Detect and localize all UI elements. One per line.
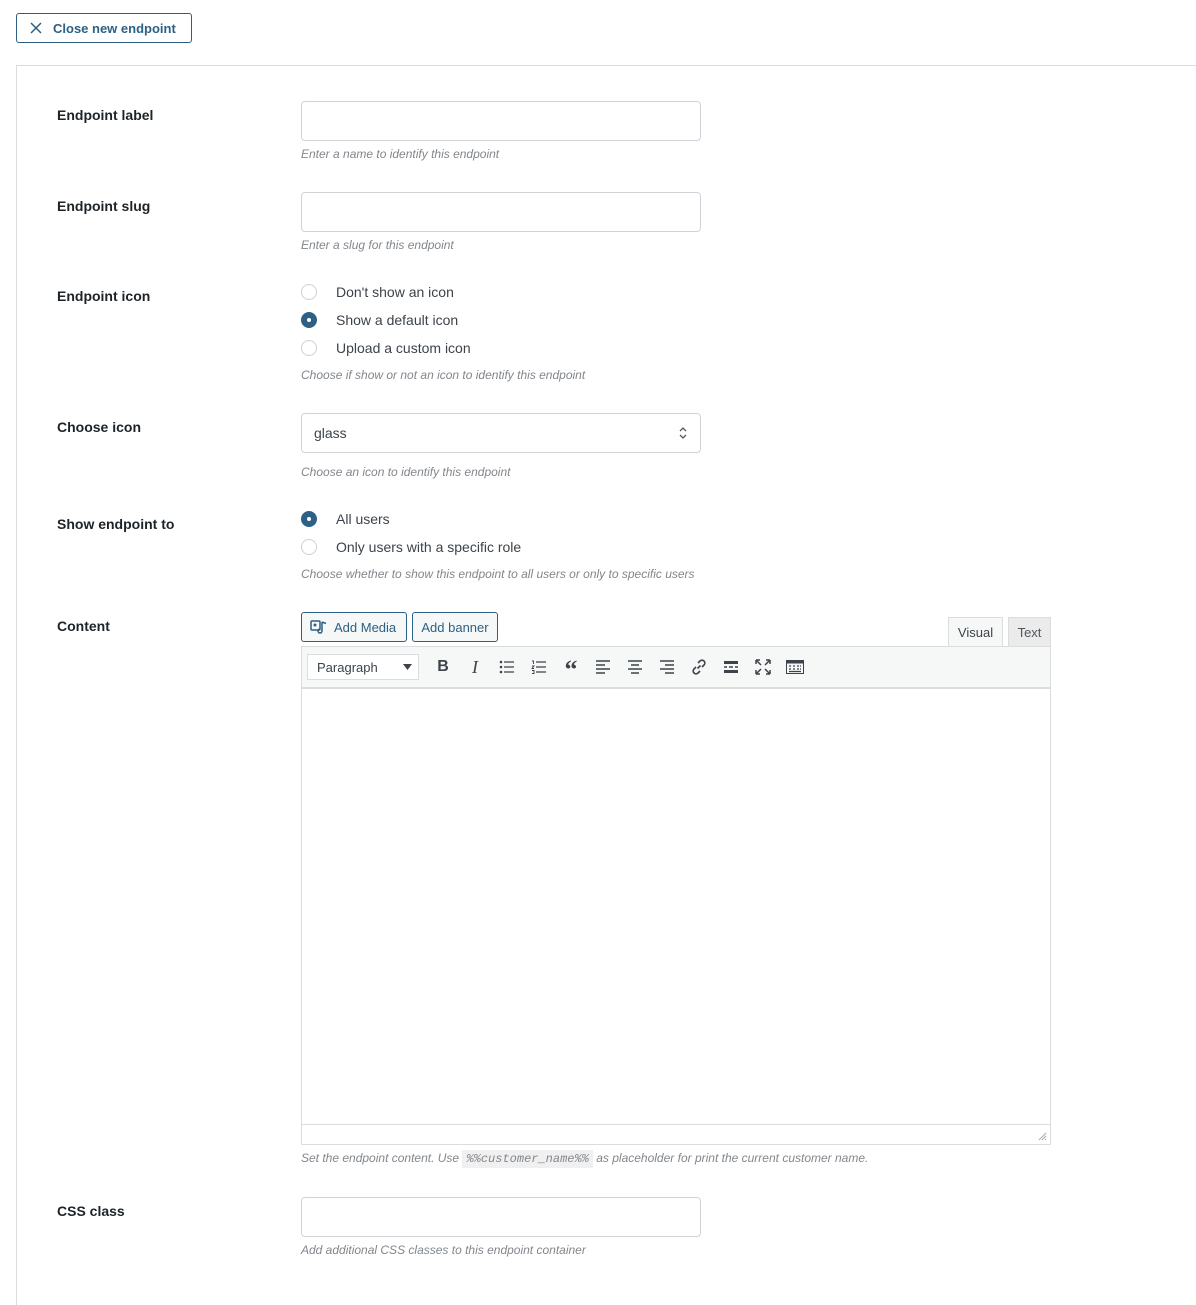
numbered-list-icon[interactable] [523, 652, 555, 682]
editor-statusbar [302, 1124, 1050, 1144]
endpoint-icon-label: Endpoint icon [57, 288, 151, 304]
select-arrows-icon [678, 426, 688, 440]
radio-button[interactable] [301, 340, 317, 356]
endpoint-label-help: Enter a name to identify this endpoint [301, 147, 500, 161]
close-new-endpoint-label: Close new endpoint [53, 20, 176, 36]
radio-specific-role[interactable] [301, 539, 521, 555]
close-new-endpoint-button[interactable] [16, 13, 192, 43]
show-endpoint-to-label: Show endpoint to [57, 516, 175, 532]
editor-toolbar [302, 647, 1050, 689]
content-help-suffix: as placeholder for print the current customer name. [596, 1151, 869, 1165]
placeholder-code: %%customer_name%% [462, 1150, 592, 1168]
show-endpoint-to-help: Choose whether to show this endpoint to all users or only to specific users [301, 567, 695, 581]
bullet-list-icon[interactable] [491, 652, 523, 682]
css-class-help: Add additional CSS classes to this endpoint container [301, 1243, 586, 1257]
toolbar-toggle-icon[interactable] [779, 652, 811, 682]
format-select-value: Paragraph [317, 659, 378, 675]
choose-icon-select[interactable] [301, 413, 701, 453]
radio-specific-role-label: Only users with a specific role [336, 539, 522, 555]
editor-content-area[interactable] [302, 689, 1050, 1124]
radio-no-icon-label: Don't show an icon [336, 284, 454, 300]
choose-icon-value: glass [314, 425, 347, 441]
resize-handle-icon[interactable] [1038, 1132, 1047, 1141]
tab-text[interactable] [1008, 617, 1051, 647]
radio-button[interactable] [301, 539, 317, 555]
choose-icon-label: Choose icon [57, 419, 142, 435]
radio-no-icon[interactable] [301, 284, 454, 300]
format-select[interactable] [307, 654, 419, 680]
endpoint-label-input[interactable] [301, 101, 701, 141]
add-media-button[interactable] [301, 612, 407, 642]
radio-default-icon[interactable] [301, 312, 458, 328]
radio-button-checked[interactable] [301, 511, 317, 527]
endpoint-slug-label: Endpoint slug [57, 198, 151, 214]
fullscreen-icon[interactable] [747, 652, 779, 682]
content-editor [301, 646, 1051, 1145]
radio-all-users-label: All users [336, 511, 390, 527]
content-help [301, 1151, 868, 1166]
radio-button-checked[interactable] [301, 312, 317, 328]
blockquote-icon[interactable]: “ [564, 655, 578, 684]
tab-text-label: Text [1017, 625, 1042, 640]
caret-down-icon [403, 664, 412, 670]
tab-visual-label: Visual [957, 625, 994, 640]
bold-icon[interactable]: B [437, 658, 449, 675]
endpoint-icon-help: Choose if show or not an icon to identify this endpoint [301, 368, 586, 382]
close-icon [29, 21, 43, 35]
endpoint-slug-input[interactable] [301, 192, 701, 232]
content-help-prefix: Set the endpoint content. Use [301, 1151, 460, 1165]
content-label: Content [57, 618, 110, 634]
choose-icon-help: Choose an icon to identify this endpoint [301, 465, 511, 479]
add-banner-label: Add banner [421, 619, 489, 635]
add-media-icon [310, 619, 328, 635]
tab-visual[interactable] [948, 617, 1003, 647]
italic-icon[interactable]: I [472, 656, 478, 677]
radio-custom-icon[interactable] [301, 340, 471, 356]
align-right-icon[interactable] [651, 652, 683, 682]
css-class-input[interactable] [301, 1197, 701, 1237]
align-left-icon[interactable] [587, 652, 619, 682]
endpoint-slug-help: Enter a slug for this endpoint [301, 238, 454, 252]
endpoint-label-label: Endpoint label [57, 107, 154, 123]
radio-all-users[interactable] [301, 511, 390, 527]
radio-custom-icon-label: Upload a custom icon [336, 340, 471, 356]
radio-button[interactable] [301, 284, 317, 300]
add-banner-button[interactable] [412, 612, 498, 642]
radio-default-icon-label: Show a default icon [336, 312, 459, 328]
link-icon[interactable] [683, 652, 715, 682]
add-media-label: Add Media [334, 619, 397, 635]
align-center-icon[interactable] [619, 652, 651, 682]
read-more-icon[interactable] [715, 652, 747, 682]
css-class-label: CSS class [57, 1203, 125, 1219]
